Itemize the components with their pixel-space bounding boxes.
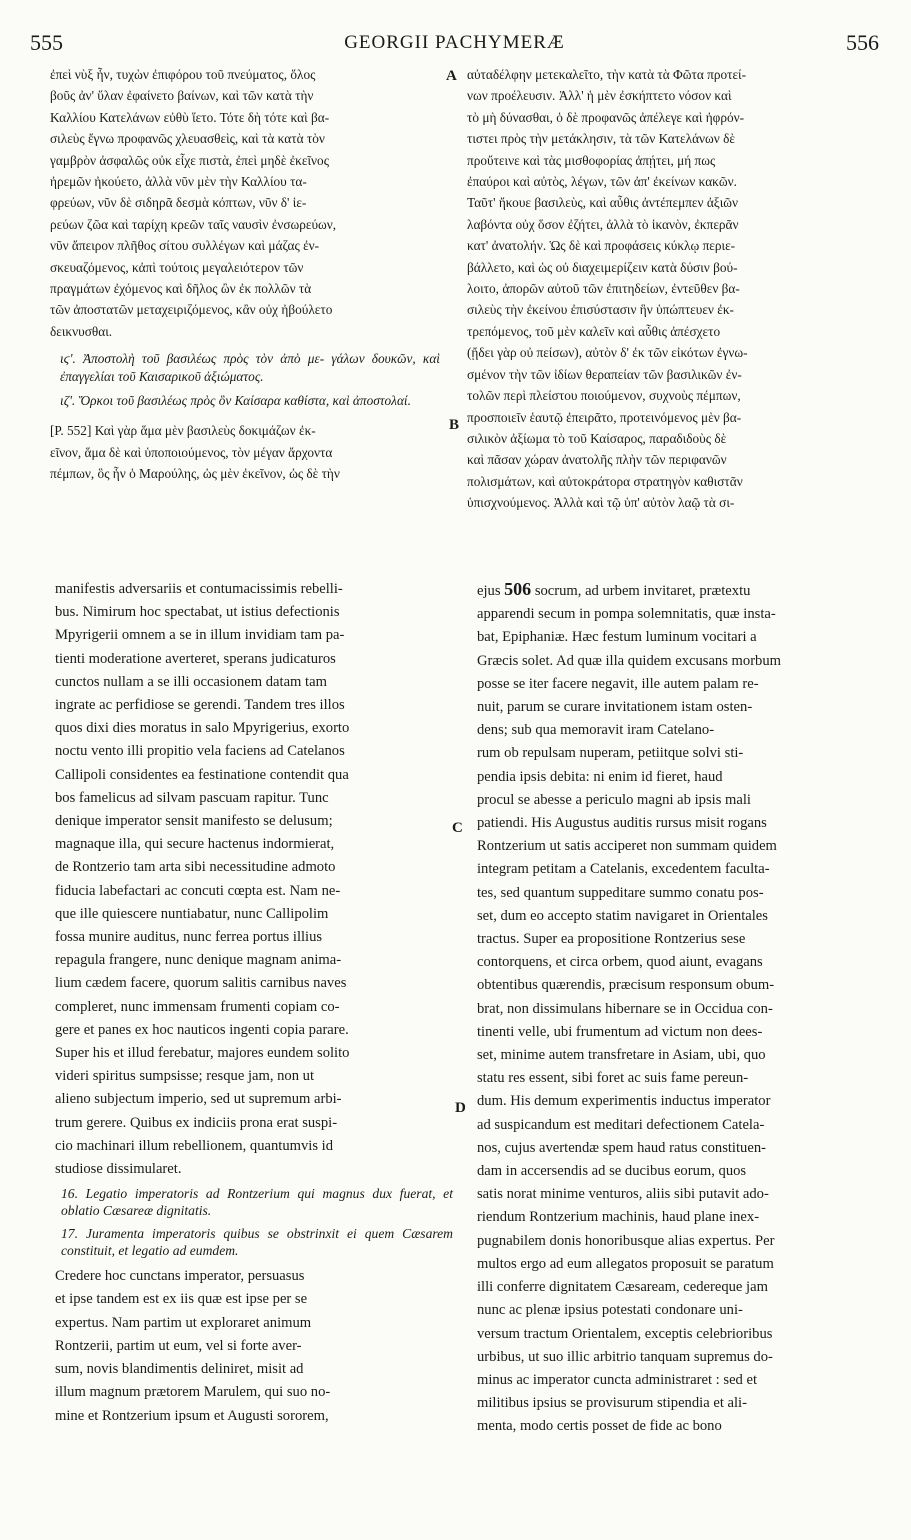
line-text: apparendi secum in pompa solemnitatis, quæ insta- (477, 606, 776, 623)
latin-text-line: et ipse tandem est ex iis quæ est ipse per se (55, 1291, 308, 1308)
line-text: tractus. Super ea propositione Rontzerius sese (477, 931, 746, 948)
latin-text-line: que ille quiescere nuntiabatur, nunc Callipolim (55, 905, 329, 922)
greek-text-line: ἐπαύροι καὶ αὐτὸς, λέγων, τῶν ἀπ' ἐκείνων κακῶν. (467, 174, 737, 190)
line-text: nunc ac plenæ ipsius potestati condonare uni- (477, 1302, 743, 1319)
running-title: GEORGII PACHYMERÆ (344, 32, 565, 53)
running-header (30, 30, 879, 58)
line-text: illi conferre dignitatem Cæsaream, cedereque jam (477, 1279, 768, 1296)
latin-text-line (477, 1021, 882, 1044)
latin-text-line: tienti moderatione averteret, sperans judicaturos (55, 650, 336, 667)
line-text: dam in accersendis ad se ducibus eorum, quos (477, 1163, 747, 1180)
latin-text-line (477, 578, 882, 603)
line-text: statu res essent, sibi foret ac suis fame pereun- (477, 1070, 749, 1087)
line-text: minus ac imperator cuncta administraret : sed et (477, 1371, 758, 1388)
latin-text-line (477, 1276, 882, 1299)
latin-text-line: compleret, nunc immensam frumenti copiam co- (55, 998, 340, 1015)
line-text: ad suspicandum est meditari defectionem Catela- (477, 1116, 765, 1133)
greek-text-line: λοιτο, ἀπορῶν αὐτοῦ τῶν ἐπιτηδείων, ἐντεῦθεν βα- (467, 281, 740, 297)
line-text: riendum Rontzerium machinis, haud plane inex- (477, 1209, 760, 1226)
latin-text-line: bus. Nimirum hoc spectabat, ut istius defectionis (55, 604, 340, 621)
line-text: obtentibus quærendis, præcisum responsum obum- (477, 977, 775, 994)
latin-text-line (477, 1230, 882, 1253)
latin-text-line (477, 812, 882, 835)
greek-text-line: πέμπων, ὃς ἦν ὁ Μαρούλης, ὡς μὲν ἐκεῖνον, ὡς δὲ τὴν (50, 466, 340, 482)
latin-text-line (477, 696, 882, 719)
greek-text-line: εῖνον, ἅμα δὲ καὶ ὑποποιούμενος, τὸν μέγαν ἄρχοντα (50, 444, 333, 460)
latin-text-line (477, 905, 882, 928)
latin-text-line (477, 1183, 882, 1206)
latin-text-line: illum magnum prætorem Marulem, qui suo no- (55, 1384, 331, 1401)
latin-text-line: gere et panes ex hoc nauticos ingenti copia parare. (55, 1021, 349, 1038)
latin-text-line: expertus. Nam partim ut exploraret animum (55, 1314, 312, 1331)
line-text: Rontzerium ut satis acciperet non summam quidem (477, 838, 777, 855)
greek-text-line: τολῶν περὶ πλείστου ποιούμενον, συχνοὺς πέμπων, (467, 388, 741, 404)
latin-column-left (55, 578, 453, 1428)
latin-text-line: ingrate ac perfidiose se gerendi. Tandem tres illos (55, 697, 345, 714)
greek-text-line: πολισμάτων, καὶ αὐτοκράτορα στρατηγὸν καθιστᾶν (467, 473, 743, 489)
latin-text-line: repagula frangere, nunc denique magnam anima- (55, 952, 342, 969)
greek-text-line: βάλλετο, καὶ ὡς οὐ διαχειμερίζειν κατὰ δύσιν βού- (467, 259, 738, 275)
latin-text-line (477, 1346, 882, 1369)
latin-text-line (477, 1137, 882, 1160)
greek-column-left (50, 64, 440, 485)
latin-text-line: Super his et illud ferebatur, majores eundem solito (55, 1045, 350, 1062)
latin-text-line (477, 1114, 882, 1137)
greek-text-line: πραγμάτων ἐχόμενος καὶ δῆλος ὢν ἐκ πολλῶν τὰ (50, 281, 312, 297)
line-text: multos ergo ad eum allegatos proposuit se paratum (477, 1255, 774, 1272)
line-text: Græcis solet. Ad quæ illa quidem excusans morbum (477, 652, 782, 669)
line-text: integram petitam a Catelanis, excedentem faculta- (477, 861, 770, 878)
margin-marker-d: D (455, 1100, 466, 1116)
line-text: set, minime autem transfretare in Asiam, ubi, quo (477, 1047, 766, 1064)
latin-text-line: manifestis adversariis et contumacissimis rebelli- (55, 581, 343, 597)
latin-text-line (477, 858, 882, 881)
latin-text-line (477, 998, 882, 1021)
latin-text-line (477, 789, 882, 812)
latin-text-line (477, 603, 882, 626)
latin-text-line: de Rontzerio tam arta sibi necessitudine admoto (55, 859, 336, 876)
latin-text-line (477, 974, 882, 997)
greek-text-line: ἐπεὶ νὺξ ἦν, τυχὼν ἐπιφόρου τοῦ πνεύματος, ὅλος (50, 67, 316, 82)
margin-marker-b: B (449, 417, 460, 433)
line-text: socrum, ad urbem invitaret, prætextu (531, 583, 751, 599)
latin-text-line: studiose dissimularet. (55, 1161, 182, 1178)
latin-text-line (477, 1206, 882, 1229)
latin-text-line: lium cædem facere, quorum salitis carnibus naves (55, 975, 347, 992)
latin-text-line: noctu vento illi propitio vela faciens ad Catelanos (55, 743, 345, 760)
margin-column-number: 506 (504, 579, 532, 599)
latin-section-heading: 17. Juramenta imperatoris quibus se obstrinxit ei quem Cæsarem constituit, et legatio ad eumdem. (61, 1226, 453, 1259)
page-number-left: 555 (30, 30, 63, 55)
line-text: pendia ipsis debita: ni enim id fieret, haud (477, 768, 723, 785)
greek-text-line: βοῦς ἀν' ὕλαν ἐφαίνετο βαίνων, καὶ τῶν κατὰ τὴν (50, 88, 314, 104)
latin-text-line (477, 1160, 882, 1183)
greek-text-line: νῦν ἄπειρον πλῆθος σίτου συλλέγων καὶ μάζας ἐν- (50, 238, 320, 254)
greek-text-line: λαβόντα οὐχ ὅσον ἐζήτει, ἀλλὰ τὸ ἱκανὸν, ἐκπερᾶν (467, 216, 739, 232)
latin-text-line: cio machinari illum rebellionem, quantumvis id (55, 1137, 334, 1154)
line-text: dum. His demum experimentis inductus imperator (477, 1093, 771, 1110)
line-text: nuit, parum se curare invitationem istam osten- (477, 699, 753, 716)
latin-text-line (477, 1044, 882, 1067)
latin-text-line (477, 1392, 882, 1415)
line-text: procul se abesse a periculo magni ab ipsis mali (477, 791, 751, 808)
greek-text-line: προὔτεινε καὶ τὰς μισθοφορίας ἀπῄτει, μή πως (467, 152, 716, 168)
latin-text-line (477, 951, 882, 974)
latin-text-line (477, 1090, 882, 1113)
latin-text-line (477, 1067, 882, 1090)
greek-text-line: σιλεὺς τὴν ἐκείνου ἐπισύστασιν ἣν ὑπώπτευεν ἐκ- (467, 302, 734, 318)
latin-text-line (477, 882, 882, 905)
greek-text-line: σιλεὺς ἔγνω προφανῶς χλευασθεὶς, καὶ τὰ κατὰ τὸν (50, 131, 325, 147)
greek-text-line: σιλικὸν ἀξίωμα τὸ τοῦ Καίσαρος, παραδιδοὺς δὲ (467, 430, 727, 446)
line-text: pugnabilem donis honoribusque alias expertus. Per (477, 1232, 775, 1249)
margin-marker-a: A (446, 68, 457, 84)
greek-text-line: δεικνυσθαι. (50, 323, 113, 339)
latin-text-line (477, 1323, 882, 1346)
latin-text-line (477, 1415, 882, 1438)
latin-text-line (477, 835, 882, 858)
line-text: urbibus, ut suo illic arbitrio tanquam supremus do- (477, 1348, 773, 1365)
latin-text-line (477, 742, 882, 765)
greek-text-line: προσποιεῖν ἑαυτῷ ἐπειρᾶτο, προτεινόμενος μὲν βα- (467, 409, 742, 425)
line-text: versum tractum Orientalem, exceptis celebrioribus (477, 1325, 773, 1342)
latin-text-line: magnaque illa, qui secure hactenus indormierat, (55, 836, 335, 853)
latin-text-line: Credere hoc cunctans imperator, persuasus (55, 1268, 305, 1285)
greek-text-line: καὶ πᾶσαν χώραν ἀνατολῆς πλὴν τῶν περιφανῶν (467, 452, 727, 468)
line-text: ejus (477, 583, 505, 599)
line-text: posse se iter facere negavit, ille autem palam re- (477, 675, 759, 692)
latin-text-line: trum gerere. Quibus ex indiciis prona erat suspi- (55, 1114, 338, 1131)
latin-text-line (477, 1253, 882, 1276)
latin-text-line: Callipoli considentes ea festinatione contendit qua (55, 766, 349, 783)
latin-text-line: mine et Rontzerium ipsum et Augusti sororem, (55, 1407, 329, 1424)
latin-text-line: bos famelicus ad silvam pascuam rapitur. Tunc (55, 789, 329, 806)
line-text: nos, cujus avertendæ spem haud ratus constituen- (477, 1139, 766, 1156)
latin-text-line: quos dixi dies moratus in salo Mpyrigerius, exorto (55, 720, 350, 737)
line-text: tes, sed quantum suppeditare summo conatu pos- (477, 884, 764, 901)
latin-text-line (477, 928, 882, 951)
greek-text-line: κατ' ἀνατολήν. Ὡς δὲ καὶ προφάσεις κύκλῳ περιε- (467, 238, 736, 254)
latin-column-right (477, 578, 882, 1439)
greek-text-line: σκευαζόμενος, κἀπὶ τούτοις μεγαλειότερον τῶν (50, 259, 304, 275)
latin-text-line: videri spiritus sumpsisse; resque jam, non ut (55, 1068, 315, 1085)
line-text: rum ob repulsam nuperam, petiitque solvi sti- (477, 745, 744, 762)
latin-text-line (477, 650, 882, 673)
greek-text-line: γαμβρὸν ἀσφαλῶς οὐκ εἶχε πιστὰ, ἐπεὶ μηδὲ ἐκεῖνος (50, 152, 329, 168)
latin-text-line: cunctos nullam a se illi occasionem datam tam (55, 673, 327, 690)
latin-text-line: alieno subjectum imperio, sed ut supremum arbi- (55, 1091, 342, 1108)
latin-section-heading: 16. Legatio imperatoris ad Rontzerium qui magnus dux fuerat, et oblatio Cæsareæ dignitatis. (61, 1186, 453, 1219)
latin-text-line (477, 673, 882, 696)
line-text: menta, modo certis posset de fide ac bono (477, 1418, 722, 1435)
latin-text-line (477, 719, 882, 742)
line-text: contorquens, et circa orbem, quod aiunt, evagans (477, 954, 763, 971)
greek-section-heading: ιϛ'. Ἀποστολὴ τοῦ βασιλέως πρὸς τὸν ἀπὸ με- γάλων δουκῶν, καὶ ἐπαγγελίαι τοῦ Καισαρικοῦ ἀξιώματος. (60, 351, 440, 385)
greek-text-line: φρεύων, νῦν δὲ σιδηρᾶ δεσμὰ κόπτων, νῦν δ' ἱε- (50, 195, 307, 211)
latin-text-line (477, 626, 882, 649)
greek-text-line: νων προέλευσιν. Ἀλλ' ἡ μὲν ἐσκήπτετο νόσον καὶ (467, 88, 732, 104)
latin-text-line (477, 1369, 882, 1392)
greek-section-heading: ιζ'. Ὅρκοι τοῦ βασιλέως πρὸς ὃν Καίσαρα καθίστα, καὶ ἀποστολαί. (60, 393, 411, 409)
latin-text-line (477, 1299, 882, 1322)
line-text: militibus ipsius se provisurum stipendia et ali- (477, 1395, 747, 1412)
line-text: set, dum eo accepto statim navigaret in Orientales (477, 907, 768, 924)
greek-text-line: ἠρεμῶν ἠκούετο, ἀλλὰ νῦν μὲν τὴν Καλλίου τα- (50, 174, 307, 190)
latin-text-line: Mpyrigerii omnem a se in illum invidiam tam pa- (55, 627, 345, 644)
line-text: bat, Epiphaniæ. Hæc festum luminum vocitari a (477, 629, 757, 646)
line-text: brat, non dissimulans hibernare se in Occidua con- (477, 1000, 773, 1017)
line-text: satis norat minime venturos, aliis sibi putavit ado- (477, 1186, 769, 1203)
greek-text-line: τῶν ἀποστατῶν μεταχειριζόμενος, κἂν οὐχ ἠβούλετο (50, 302, 333, 318)
greek-text-line: Καλλίου Κατελάνων εὐθὺ ἵετο. Τότε δὴ τότε καὶ βα- (50, 109, 330, 125)
greek-text-line: αὐταδέλφην μετεκαλεῖτο, τὴν κατὰ τὰ Φῶτα προτεί- (467, 67, 747, 82)
greek-text-line: (ᾔδει γὰρ οὐ πείσων), αὐτὸν δ' ἐκ τῶν εἰκότων ἐγνω- (467, 345, 748, 361)
greek-text-line: τιστει πρὸς τὴν μετάκλησιν, τὰ τῶν Κατελάνων δὲ (467, 131, 735, 147)
latin-text-line: fossa munire auditus, nunc ferrea portus illius (55, 929, 323, 946)
greek-text-line: τὸ μὴ δύνασθαι, ὁ δὲ προφανῶς ἀπέλεγε καὶ ἠφρόν- (467, 109, 745, 125)
greek-text-line: σμένον τὴν τῶν ἰδίων θεραπείαν τῶν βασιλικῶν ἐν- (467, 366, 742, 382)
line-text: tinenti velle, ubi frumentum ad victum non dees- (477, 1023, 763, 1040)
latin-text-line: denique imperator sensit manifesto se delusum; (55, 813, 333, 830)
greek-text-line: τρεπόμενος, τοῦ μὲν καλεῖν καὶ αὖθις ἀπέσχετο (467, 323, 721, 339)
line-text: dens; sub qua memoravit iram Catelano- (477, 722, 715, 739)
latin-text-line: sum, novis blandimentis deliniret, misit ad (55, 1361, 304, 1378)
line-text: patiendi. His Augustus auditis rursus misit rogans (477, 815, 767, 832)
greek-text-line: ρεύων ζῶα καὶ ταρίχη κρεῶν ταῖς ναυσὶν ἐνσωρεύων, (50, 216, 337, 232)
latin-text-line: fiducia labefactari ac concuti cœpta est. Nam ne- (55, 882, 341, 899)
greek-text-line: ὑπισχνούμενος. Ἀλλὰ καὶ τῷ ὑπ' αὐτὸν λαῷ τὰ σι- (467, 495, 735, 511)
greek-text-line: Ταῦτ' ἤκουε βασιλεὺς, καὶ αὖθις ἀντέπεμπεν ἀξιῶν (467, 195, 739, 211)
greek-column-right (467, 64, 879, 514)
page-number-right: 556 (846, 30, 879, 55)
latin-text-line (477, 766, 882, 789)
margin-marker-c: C (452, 820, 463, 836)
greek-text-line: [P. 552] Καὶ γὰρ ἅμα μὲν βασιλεὺς δοκιμάζων ἐκ- (50, 423, 316, 439)
latin-text-line: Rontzerii, partim ut eum, vel si forte aver- (55, 1337, 302, 1354)
